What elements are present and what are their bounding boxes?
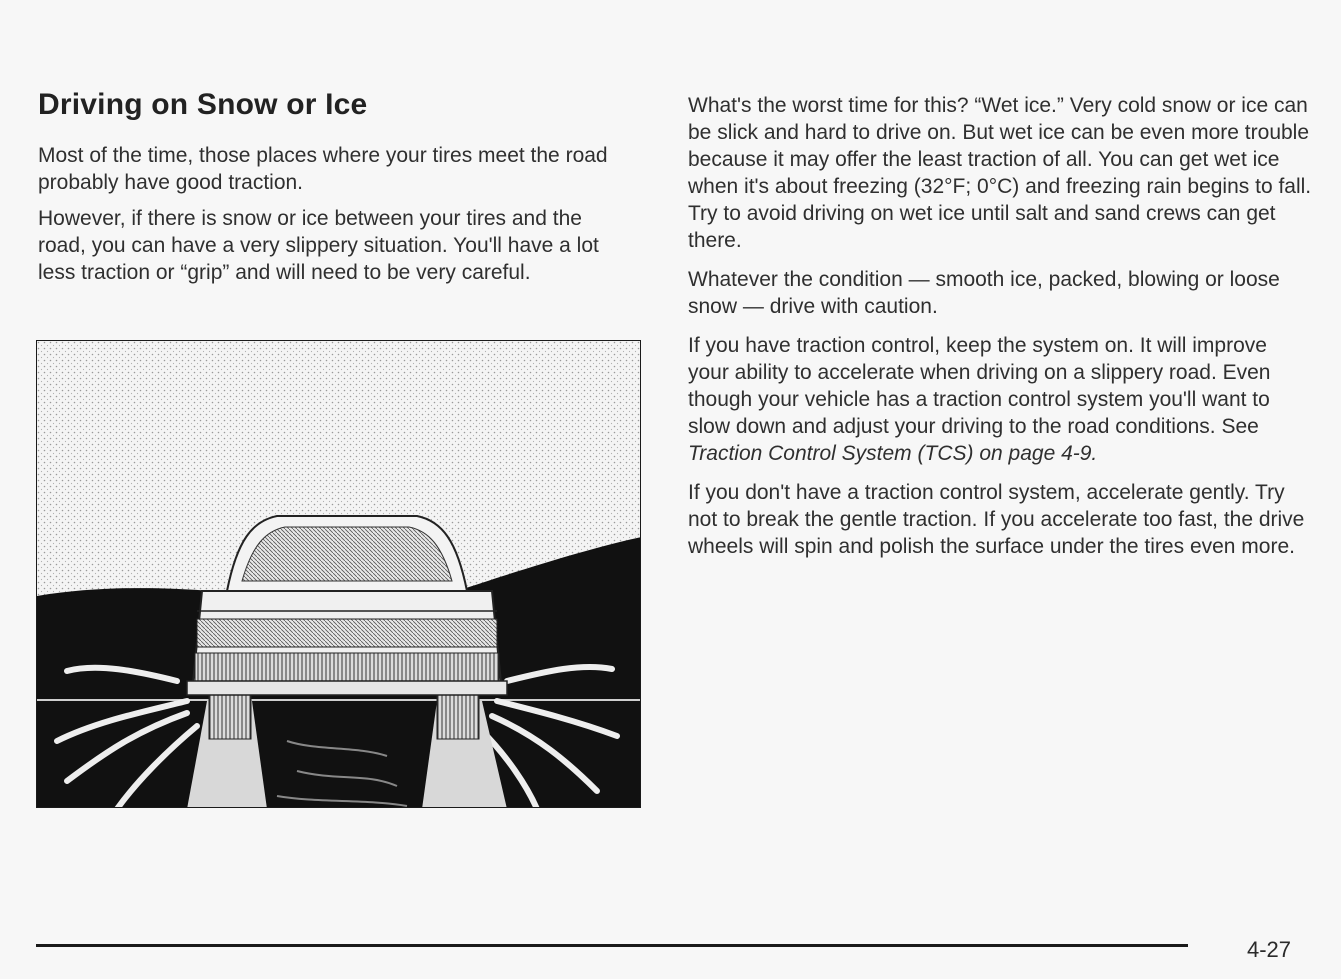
paragraph: Whatever the condition — smooth ice, packed, blowing or loose snow — drive with caution.: [688, 268, 1280, 318]
paragraph: If you don't have a traction control system, accelerate gently. Try not to break the gentle traction. If you accelerate too fast, the drive wheels will spin and polish the surface under the tires even more.: [688, 481, 1305, 558]
paragraph: What's the worst time for this? “Wet ice.” Very cold snow or ice can be slick and hard to drive on. But wet ice can be even more trouble because it may offer the least traction of all. You can get wet ice when it's about freezing (32°F; 0°C) and freezing rain begins to fall. Try to avoid driving on wet ice until salt and sand crews can get there.: [688, 94, 1312, 252]
right-column: [688, 92, 1313, 572]
cross-reference-link[interactable]: Traction Control System (TCS) on page 4-9.: [688, 442, 1098, 465]
section-heading: Driving on Snow or Ice: [38, 88, 368, 121]
left-column: [38, 142, 628, 295]
paragraph-text: If you have traction control, keep the system on. It will improve your ability to accelerate when driving on a slippery road. Even though your vehicle has a traction control system you'll want to slow down and adjust your driving to the road conditions. See: [688, 334, 1271, 438]
paragraph: [688, 332, 1313, 467]
paragraph: However, if there is snow or ice between your tires and the road, you can have a very slippery situation. You'll have a lot less traction or “grip” and will need to be very careful.: [38, 207, 599, 284]
car-on-snow-illustration: [36, 340, 641, 808]
page-number: 4-27: [1247, 937, 1292, 962]
paragraph: Most of the time, those places where your tires meet the road probably have good traction.: [38, 144, 608, 194]
footer-divider: [36, 944, 1188, 947]
